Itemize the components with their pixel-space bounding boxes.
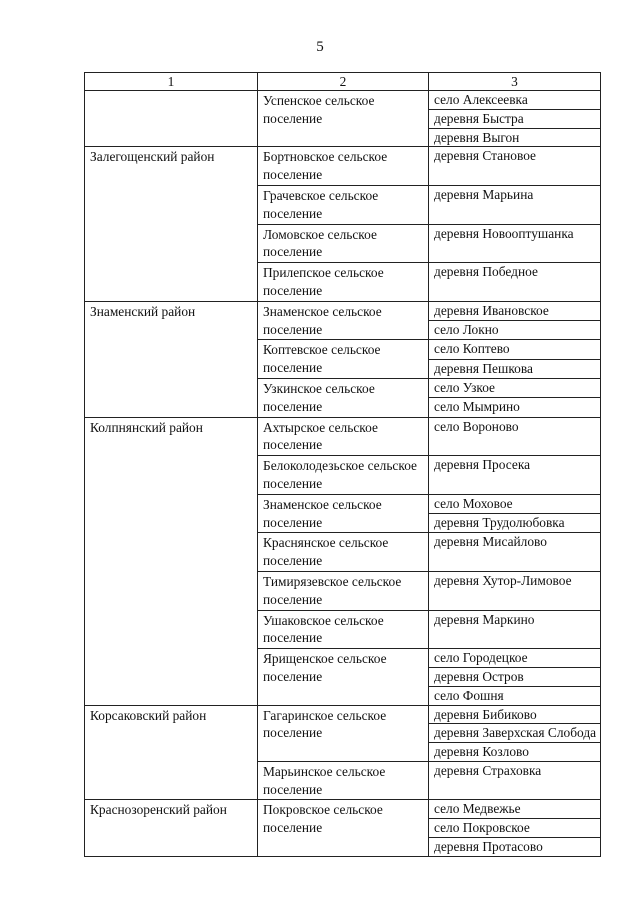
rural-settlement-cell: Прилепское сельское поселение [258,263,429,302]
settlement-cell: деревня Быстра [429,109,601,128]
column-header: 1 [85,73,258,91]
settlement-cell: деревня Протасово [429,838,601,857]
rural-settlement-cell: Ушаковское сельское поселение [258,610,429,649]
settlement-cell: деревня Новооптушанка [429,224,601,263]
settlement-cell: деревня Хутор-Лимовое [429,571,601,610]
settlement-cell: деревня Просека [429,456,601,495]
page-number: 5 [316,39,324,55]
rural-settlement-cell: Белоколодезьское сельское поселение [258,456,429,495]
settlement-cell: деревня Становое [429,147,601,186]
rural-settlement-cell: Знаменское сельское поселение [258,301,429,340]
header-row [85,73,601,91]
rural-settlement-cell: Узкинское сельское поселение [258,378,429,417]
settlement-cell: село Моховое [429,494,601,513]
settlement-cell: деревня Мисайлово [429,533,601,572]
settlement-cell: деревня Заверхская Слобода [429,724,601,743]
rural-settlement-cell: Ярищенское сельское поселение [258,649,429,705]
rural-settlement-cell: Бортновское сельское поселение [258,147,429,186]
rural-settlement-cell: Краснянское сельское поселение [258,533,429,572]
settlement-cell: деревня Бибиково [429,705,601,724]
table-body [85,91,601,857]
district-cell: Колпнянский район [85,417,258,705]
settlement-cell: село Мымрино [429,398,601,417]
settlement-cell: деревня Пешкова [429,359,601,378]
table-row [85,147,601,186]
district-cell: Корсаковский район [85,705,258,800]
table-row [85,91,601,110]
settlement-cell: деревня Выгон [429,128,601,147]
settlement-cell: село Локно [429,321,601,340]
table-row [85,705,601,724]
settlement-cell: село Алексеевка [429,91,601,110]
settlement-cell: деревня Козлово [429,743,601,762]
settlement-cell: деревня Трудолюбовка [429,514,601,533]
column-header: 2 [258,73,429,91]
rural-settlement-cell: Коптевское сельское поселение [258,340,429,379]
district-cell [85,91,258,147]
settlement-cell: село Городецкое [429,649,601,668]
settlement-cell: село Медвежье [429,800,601,819]
rural-settlement-cell: Тимирязевское сельское поселение [258,571,429,610]
settlement-cell: деревня Страховка [429,761,601,800]
settlement-cell: деревня Остров [429,667,601,686]
rural-settlement-cell: Знаменское сельское поселение [258,494,429,533]
rural-settlement-cell: Покровское сельское поселение [258,800,429,856]
table-row [85,800,601,819]
table-row [85,301,601,320]
settlement-cell: деревня Ивановское [429,301,601,320]
rural-settlement-cell: Успенское сельское поселение [258,91,429,147]
district-cell: Знаменский район [85,301,258,417]
settlement-cell: село Вороново [429,417,601,456]
rural-settlement-cell: Ломовское сельское поселение [258,224,429,263]
settlement-cell: село Коптево [429,340,601,359]
settlements-table [84,72,601,857]
settlement-cell: деревня Победное [429,263,601,302]
rural-settlement-cell: Гагаринское сельское поселение [258,705,429,761]
district-cell: Краснозоренский район [85,800,258,856]
settlement-cell: деревня Марьина [429,185,601,224]
settlement-cell: село Узкое [429,378,601,397]
rural-settlement-cell: Марьинское сельское поселение [258,761,429,800]
settlement-cell: деревня Маркино [429,610,601,649]
settlement-cell: село Фошня [429,686,601,705]
table-row [85,417,601,456]
settlement-cell: село Покровское [429,819,601,838]
rural-settlement-cell: Грачевское сельское поселение [258,185,429,224]
column-header: 3 [429,73,601,91]
rural-settlement-cell: Ахтырское сельское поселение [258,417,429,456]
district-cell: Залегощенский район [85,147,258,301]
